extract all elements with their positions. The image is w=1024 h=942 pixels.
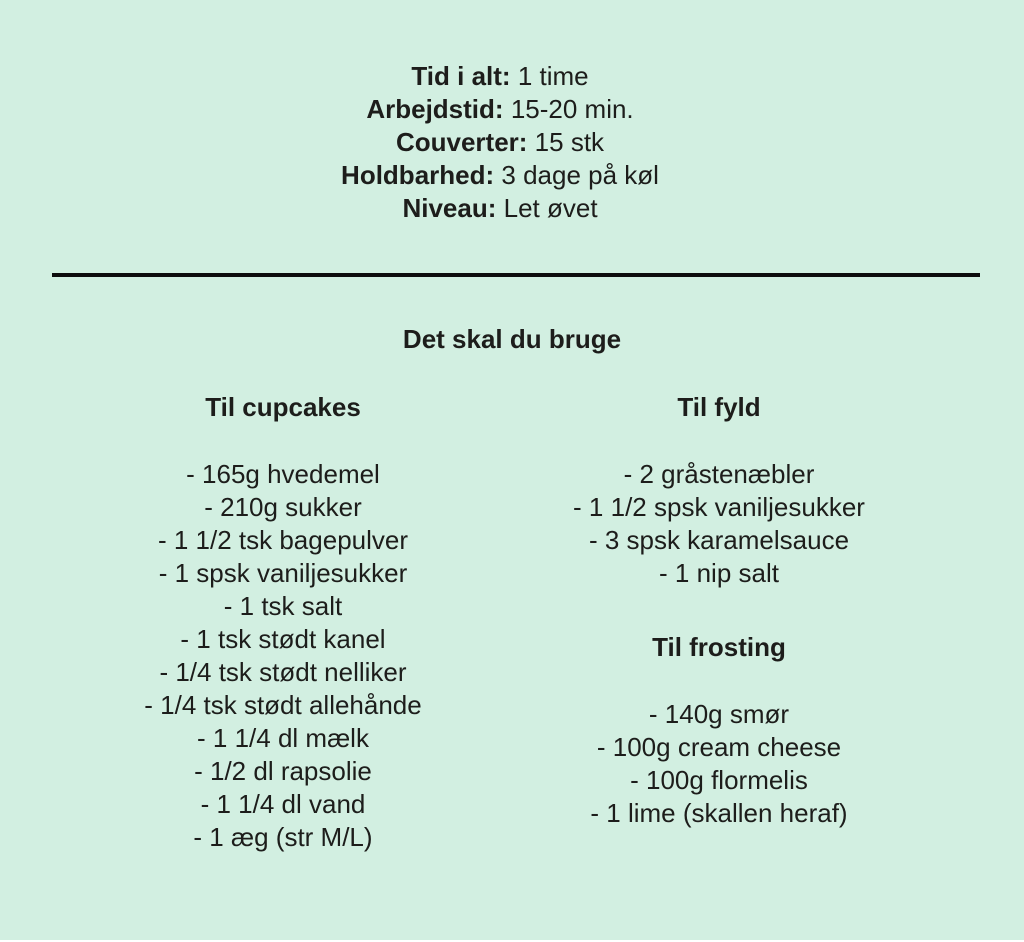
meta-value: 3 dage på køl [501, 160, 659, 190]
section-title: Det skal du bruge [402, 324, 622, 354]
ingredient-item: - 1 tsk stødt kanel [180, 624, 386, 654]
ingredient-item: - 1 lime (skallen heraf) [590, 798, 848, 828]
frosting-heading: Til frosting [652, 632, 786, 662]
ingredient-item: - 210g sukker [204, 492, 362, 522]
ingredient-item: - 1 1/2 spsk vaniljesukker [573, 492, 865, 522]
ingredient-item: - 1 1/4 dl vand [200, 789, 366, 819]
ingredient-item: - 140g smør [648, 699, 790, 729]
ingredient-item: - 1 1/4 dl mælk [197, 723, 369, 753]
meta-label: Holdbarhed: [341, 160, 495, 190]
meta-value: 15-20 min. [510, 94, 634, 124]
meta-row [0, 159, 1000, 192]
ingredient-item: - 165g hvedemel [186, 459, 380, 489]
divider-line [52, 273, 980, 277]
ingredient-item: - 100g cream cheese [596, 732, 842, 762]
meta-label: Arbejdstid: [366, 94, 504, 124]
meta-label: Niveau: [402, 193, 497, 223]
fyld-ingredient-list [436, 458, 1002, 590]
fyld-heading: Til fyld [677, 392, 761, 422]
meta-row [0, 93, 1000, 126]
ingredient-item: - 1 nip salt [659, 558, 779, 588]
meta-row [0, 126, 1000, 159]
ingredient-item: - 1 spsk vaniljesukker [158, 558, 408, 588]
ingredient-item: - 1/4 tsk stødt nelliker [159, 657, 407, 687]
cupcakes-heading: Til cupcakes [205, 392, 361, 422]
meta-value: 1 time [517, 61, 589, 91]
frosting-ingredient-list [436, 698, 1002, 830]
ingredient-item: - 3 spsk karamelsauce [588, 525, 850, 555]
meta-label: Tid i alt: [411, 61, 511, 91]
recipe-meta [0, 60, 1000, 225]
ingredients-column-fyld-frosting [436, 391, 1002, 830]
ingredient-item: - 2 gråstenæbler [623, 459, 815, 489]
meta-value: 15 stk [534, 127, 605, 157]
ingredient-item: - 1 tsk salt [223, 591, 343, 621]
ingredient-item: - 1 æg (str M/L) [193, 822, 373, 852]
ingredient-item: - 1/2 dl rapsolie [194, 756, 372, 786]
ingredient-item: - 1/4 tsk stødt allehånde [144, 690, 422, 720]
meta-row [0, 192, 1000, 225]
ingredient-item: - 1 1/2 tsk bagepulver [157, 525, 409, 555]
ingredient-item: - 100g flormelis [630, 765, 808, 795]
meta-label: Couverter: [395, 127, 528, 157]
meta-row [0, 60, 1000, 93]
meta-value: Let øvet [503, 193, 598, 223]
